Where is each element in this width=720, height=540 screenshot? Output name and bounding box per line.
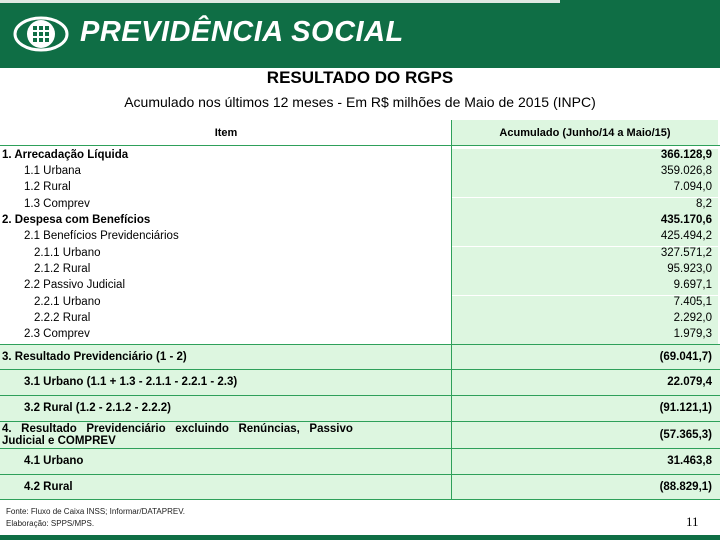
row-label: 2.3 Comprev <box>24 328 90 340</box>
table-row <box>0 475 720 500</box>
previdencia-logo-icon <box>12 14 70 54</box>
column-divider <box>451 120 452 500</box>
row-value: 1.979,3 <box>452 328 718 344</box>
table-row <box>0 449 720 474</box>
row-value: 31.463,8 <box>452 449 718 474</box>
table-row <box>0 181 720 197</box>
row-label: 2.2.2 Rural <box>34 312 91 324</box>
banner-top-line <box>0 0 560 3</box>
row-label: 3. Resultado Previdenciário (1 - 2) <box>2 351 187 363</box>
row-value: 425.494,2 <box>452 230 718 246</box>
table-row <box>0 396 720 421</box>
table-row <box>0 422 720 448</box>
row-value: (91.121,1) <box>452 396 718 421</box>
table-row <box>0 345 720 369</box>
table-row <box>0 279 720 295</box>
row-value: (69.041,7) <box>452 345 718 369</box>
row-label: 2.1.2 Rural <box>34 263 91 275</box>
row-label: 1.2 Rural <box>24 181 71 193</box>
row-label: 2.1 Benefícios Previdenciários <box>24 230 179 242</box>
table-row <box>0 214 720 230</box>
row-value: 2.292,0 <box>452 312 718 328</box>
source-note: Fonte: Fluxo de Caixa INSS; Informar/DATAPREV. <box>6 507 186 516</box>
header-rule <box>0 145 720 146</box>
table-row <box>0 198 720 214</box>
row-label: 2.2.1 Urbano <box>34 296 101 308</box>
table-row <box>0 263 720 279</box>
footnote <box>6 506 185 530</box>
row-value: (57.365,3) <box>452 422 718 448</box>
column-header-item: Item <box>214 127 238 139</box>
table-row <box>0 312 720 328</box>
bottom-bar <box>0 535 720 540</box>
column-header-value: Acumulado (Junho/14 a Maio/15) <box>452 120 718 145</box>
row-label: 1.1 Urbana <box>24 165 81 177</box>
row-value: 435.170,6 <box>452 214 718 230</box>
page-title: RESULTADO DO RGPS <box>266 68 454 87</box>
page-number: 11 <box>686 514 699 529</box>
table-row <box>0 230 720 246</box>
table-row <box>0 296 720 312</box>
row-value: 366.128,9 <box>452 149 718 165</box>
table-row <box>0 328 720 344</box>
results-table <box>0 120 720 500</box>
row-value: 9.697,1 <box>452 279 718 295</box>
brand-name: PREVIDÊNCIA SOCIAL <box>80 16 404 48</box>
row-value: 7.405,1 <box>452 296 718 312</box>
row-label: 4.1 Urbano <box>24 455 84 467</box>
row-value: 22.079,4 <box>452 370 718 395</box>
row-label: 4.2 Rural <box>24 481 73 493</box>
row-value: (88.829,1) <box>452 475 718 500</box>
header-banner <box>0 0 720 68</box>
table-row <box>0 149 720 165</box>
table-row <box>0 370 720 395</box>
row-label: 1.3 Comprev <box>24 198 90 210</box>
row-label: 2.1.1 Urbano <box>34 247 101 259</box>
row-value: 7.094,0 <box>452 181 718 197</box>
row-label: 3.1 Urbano (1.1 + 1.3 - 2.1.1 - 2.2.1 - 2.3) <box>24 376 238 388</box>
bottom-rule <box>0 499 720 500</box>
row-label: 1. Arrecadação Líquida <box>2 149 129 161</box>
table-row <box>0 247 720 263</box>
row-value: 95.923,0 <box>452 263 718 279</box>
row-label: 2. Despesa com Benefícios <box>2 214 151 226</box>
row-value: 327.571,2 <box>452 247 718 263</box>
row-label: 4. Resultado Previdenciário excluindo Renúncias, Passivo Judicial e COMPREV <box>2 423 353 447</box>
row-value: 8,2 <box>452 198 718 214</box>
row-label: 2.2 Passivo Judicial <box>24 279 125 291</box>
row-label: 3.2 Rural (1.2 - 2.1.2 - 2.2.2) <box>24 402 172 414</box>
prepared-note: Elaboração: SPPS/MPS. <box>6 519 95 528</box>
page-subtitle: Acumulado nos últimos 12 meses - Em R$ milhões de Maio de 2015 (INPC) <box>124 94 596 110</box>
table-row <box>0 165 720 181</box>
row-value: 359.026,8 <box>452 165 718 181</box>
